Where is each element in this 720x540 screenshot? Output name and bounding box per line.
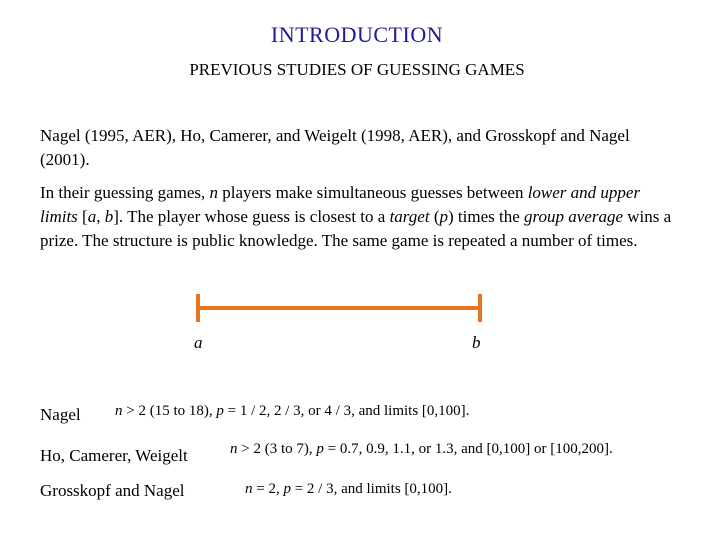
formula-var-p: p (216, 403, 224, 419)
desc-text: players make simultaneous guesses between (218, 183, 528, 202)
formula-text: > 2 (15 to 18), (122, 403, 217, 419)
desc-text: , (96, 207, 105, 226)
formula-text: = 2 / 3, and limits [0,100]. (290, 481, 452, 497)
desc-text: ( (429, 207, 440, 226)
desc-target: target (389, 207, 430, 226)
interval-diagram (185, 288, 505, 358)
formula-var-n: n (245, 481, 253, 497)
formula-var-p: p (316, 441, 324, 457)
study-formula-ho-camerer-weigelt (230, 441, 613, 458)
interval-label-a: a (194, 333, 203, 352)
desc-var-a: a (87, 207, 97, 226)
desc-limits-phrase: lower and upper limits (40, 183, 641, 226)
formula-text: = 0.7, 0.9, 1.1, or 1.3, and [0,100] or [100,200]. (323, 441, 613, 457)
study-label-nagel: Nagel (40, 405, 81, 424)
interval-label-b: b (472, 333, 481, 352)
study-label-ho-camerer-weigelt: Ho, Camerer, Weigelt (40, 446, 188, 465)
formula-var-p: p (283, 481, 291, 497)
desc-var-n: n (209, 183, 218, 202)
intro-paragraph: Nagel (1995, AER), Ho, Camerer, and Weigelt (1998, AER), and Grosskopf and Nagel (2001). (40, 126, 630, 169)
description-paragraph (40, 181, 680, 253)
formula-var-n: n (115, 403, 123, 419)
formula-text: > 2 (3 to 7), (237, 441, 317, 457)
formula-var-n: n (230, 441, 238, 457)
desc-text: [ (77, 207, 88, 226)
desc-var-p: p (439, 207, 448, 226)
desc-var-b: b (104, 207, 114, 226)
study-formula-grosskopf-nagel (245, 481, 452, 498)
slide-title: INTRODUCTION (270, 22, 444, 47)
desc-group-average: group average (524, 207, 623, 226)
slide-subtitle: PREVIOUS STUDIES OF GUESSING GAMES (189, 60, 525, 79)
desc-text: In their guessing games, (40, 183, 210, 202)
study-formula-nagel (115, 403, 469, 420)
desc-text: ]. The player whose guess is closest to a (113, 207, 390, 226)
desc-text: wins a prize. The structure is public knowledge. The same game is repeated a number of times. (40, 207, 672, 250)
desc-text: ) times the (447, 207, 524, 226)
formula-text: = 1 / 2, 2 / 3, or 4 / 3, and limits [0,100]. (223, 403, 470, 419)
formula-text: = 2, (252, 481, 284, 497)
study-label-grosskopf-nagel: Grosskopf and Nagel (40, 481, 185, 500)
